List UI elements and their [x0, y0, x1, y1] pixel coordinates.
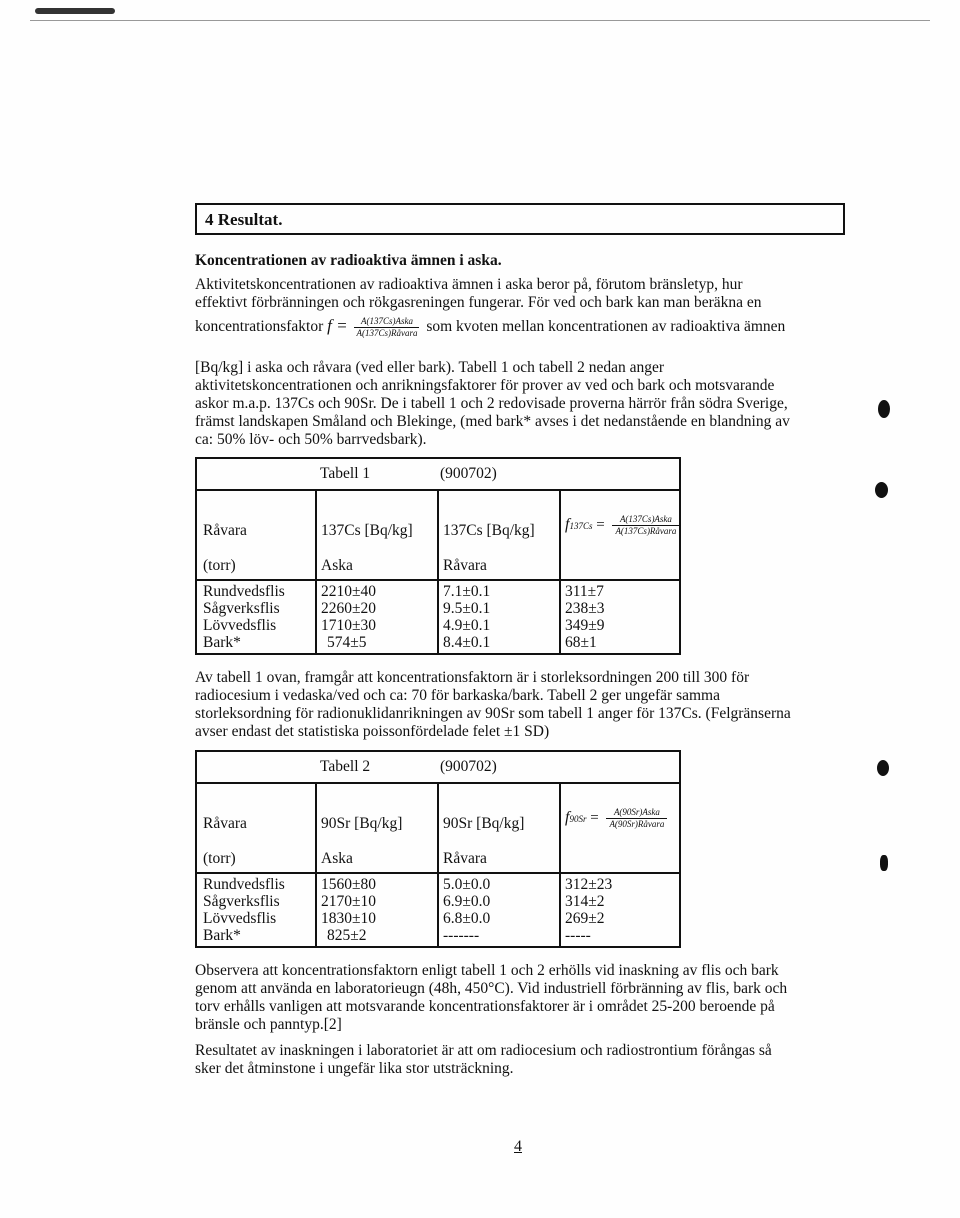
table-cell-ash: 2170±10 [321, 893, 377, 910]
para3-line-3: storleksordning för radionuklidanrikningen av 90Sr som tabell 1 anger för 137Cs. (Felgränserna [195, 705, 791, 722]
para3-line-4: avser endast det statistiska poissonfördelade felet ±1 SD) [195, 723, 550, 740]
table-cell-raw: ------- [443, 927, 480, 944]
scan-dot-right-4 [880, 855, 888, 871]
subheading: Koncentrationen av radioaktiva ämnen i aska. [195, 252, 502, 269]
intro-fraction-numerator: A(137Cs)Aska [354, 316, 419, 328]
para5-line-1: Resultatet av inaskningen i laboratoriet är att om radiocesium och radiostrontium förångas så [195, 1042, 772, 1059]
table-row: Sågverksflis [203, 600, 280, 617]
table-cell-factor: 269±2 [565, 910, 605, 927]
table-1-col3-sub: Råvara [443, 557, 487, 574]
table-row: Lövvedsflis [203, 617, 277, 634]
table-cell-ash: 2210±40 [321, 583, 377, 600]
table-cell-ash: 2260±20 [321, 600, 377, 617]
table-cell-raw: 8.4±0.1 [443, 634, 491, 651]
table-2 [195, 750, 681, 948]
table-cell-ash: 1560±80 [321, 876, 377, 893]
table-2-divider-3 [559, 782, 561, 946]
table-cell-raw: 7.1±0.1 [443, 583, 491, 600]
table-2-body-divider [197, 872, 679, 874]
table-cell-ash: 825±2 [327, 927, 367, 944]
table-2-caption: Tabell 2 [320, 758, 371, 775]
scan-artifact-top [35, 8, 115, 14]
table-2-col1-sub: (torr) [203, 850, 236, 867]
para2-line-5: ca: 50% löv- och 50% barrvedsbark). [195, 431, 427, 448]
table-1-divider-1 [315, 489, 317, 653]
table-cell-raw: 6.8±0.0 [443, 910, 491, 927]
table-1-col1-sub: (torr) [203, 557, 236, 574]
table-cell-factor: 314±2 [565, 893, 605, 910]
table-row: Rundvedsflis [203, 583, 285, 600]
para2-line-4: främst landskapen Småland och Blekinge, (med bark* avses i det nedanstående en blandning av [195, 413, 790, 430]
page-number: 4 [514, 1138, 522, 1155]
table-2-col3-head: 90Sr [Bq/kg] [443, 815, 525, 832]
table-2-date: (900702) [440, 758, 497, 775]
table-1-col1-head: Råvara [203, 522, 247, 539]
table-2-col2-head: 90Sr [Bq/kg] [321, 815, 403, 832]
table-cell-factor: ----- [565, 927, 591, 944]
table-2-divider-1 [315, 782, 317, 946]
table-row: Rundvedsflis [203, 876, 285, 893]
table-1-divider-3 [559, 489, 561, 653]
table-1-factor-denominator: A(137Cs)Råvara [615, 526, 677, 536]
para4-line-3: torv erhålls vanligen att motsvarande koncentrationsfaktorer är i området 25-200 beroende på [195, 998, 775, 1015]
table-1-factor-symbol: f [565, 515, 570, 533]
table-1-col2-head: 137Cs [Bq/kg] [321, 522, 413, 539]
table-row: Bark* [203, 927, 241, 944]
table-cell-factor: 311±7 [565, 583, 604, 600]
table-cell-raw: 6.9±0.0 [443, 893, 491, 910]
table-2-factor-formula: f90Sr = A(90Sr)Aska A(90Sr)Råvara [565, 807, 667, 830]
table-cell-factor: 312±23 [565, 876, 613, 893]
intro-formula-symbol: f = [327, 316, 348, 336]
table-2-header [197, 752, 679, 784]
table-2-col2-sub: Aska [321, 850, 353, 867]
para2-line-2: aktivitetskoncentrationen och anrikningsfaktorer för prover av ved och bark och motsvarande [195, 377, 775, 394]
table-cell-ash: 1830±10 [321, 910, 377, 927]
table-2-col3-sub: Råvara [443, 850, 487, 867]
para2-line-3: askor m.a.p. 137Cs och 90Sr. De i tabell 1 och 2 redovisade proverna härrör från södra Sverige, [195, 395, 788, 412]
table-row: Lövvedsflis [203, 910, 277, 927]
table-1-factor-numerator: A(137Cs)Aska [612, 514, 679, 526]
intro-formula-line [195, 316, 785, 339]
table-1-factor-formula: f137Cs = A(137Cs)Aska A(137Cs)Råvara [565, 514, 679, 537]
table-cell-raw: 4.9±0.1 [443, 617, 491, 634]
para4-line-4: bränsle och panntyp.[2] [195, 1016, 342, 1033]
table-1-divider-2 [437, 489, 439, 653]
table-2-factor-numerator: A(90Sr)Aska [606, 807, 667, 819]
table-row: Bark* [203, 634, 241, 651]
table-1-factor-subscript: 137Cs [569, 520, 593, 531]
table-1 [195, 457, 681, 655]
table-cell-ash: 1710±30 [321, 617, 377, 634]
table-cell-factor: 238±3 [565, 600, 605, 617]
table-1-caption: Tabell 1 [320, 465, 371, 482]
table-cell-raw: 9.5±0.1 [443, 600, 491, 617]
scan-dot-right-3 [877, 760, 889, 776]
table-2-factor-denominator: A(90Sr)Råvara [609, 819, 665, 829]
table-1-col2-sub: Aska [321, 557, 353, 574]
table-1-date: (900702) [440, 465, 497, 482]
intro-line-1: Aktivitetskoncentrationen av radioaktiva ämnen i aska beror på, förutom bränsletyp, hur [195, 276, 743, 293]
section-title-box [195, 203, 845, 235]
table-cell-factor: 349±9 [565, 617, 605, 634]
intro-line-2: effektivt förbränningen och rökgasreningen fungerar. För ved och bark kan man beräkna en [195, 294, 762, 311]
para4-line-2: genom att använda en laboratorieugn (48h, 450°C). Vid industriell förbränning av flis, bark och [195, 980, 788, 997]
section-title: 4 Resultat. [205, 210, 283, 229]
table-2-divider-2 [437, 782, 439, 946]
para4-line-1: Observera att koncentrationsfaktorn enligt tabell 1 och 2 erhölls vid inaskning av flis och bark [195, 962, 779, 979]
intro-formula-pre: koncentrationsfaktor [195, 318, 324, 336]
table-2-factor-subscript: 90Sr [569, 813, 587, 824]
table-row: Sågverksflis [203, 893, 280, 910]
table-cell-ash: 574±5 [327, 634, 367, 651]
para2-line-1: [Bq/kg] i aska och råvara (ved eller bark). Tabell 1 och tabell 2 nedan anger [195, 359, 665, 376]
para5-line-2: sker det åtminstone i ungefär lika stor utsträckning. [195, 1060, 514, 1077]
intro-formula-post: som kvoten mellan koncentrationen av radioaktiva ämnen [426, 318, 786, 336]
scan-dot-right-1 [878, 400, 890, 418]
table-1-body-divider [197, 579, 679, 581]
intro-fraction-denominator: A(137Cs)Råvara [356, 328, 418, 338]
table-2-factor-symbol: f [565, 808, 570, 826]
para3-line-1: Av tabell 1 ovan, framgår att koncentrationsfaktorn är i storleksordningen 200 till 300 för [195, 669, 750, 686]
scan-artifact-topline [30, 20, 930, 21]
table-1-col3-head: 137Cs [Bq/kg] [443, 522, 535, 539]
intro-fraction [354, 316, 419, 339]
table-2-col1-head: Råvara [203, 815, 247, 832]
table-1-header [197, 459, 679, 491]
table-cell-raw: 5.0±0.0 [443, 876, 491, 893]
table-cell-factor: 68±1 [565, 634, 597, 651]
para3-line-2: radiocesium i vedaska/ved och ca: 70 för barkaska/bark. Tabell 2 ger ungefär samma [195, 687, 720, 704]
scan-dot-right-2 [875, 482, 888, 498]
